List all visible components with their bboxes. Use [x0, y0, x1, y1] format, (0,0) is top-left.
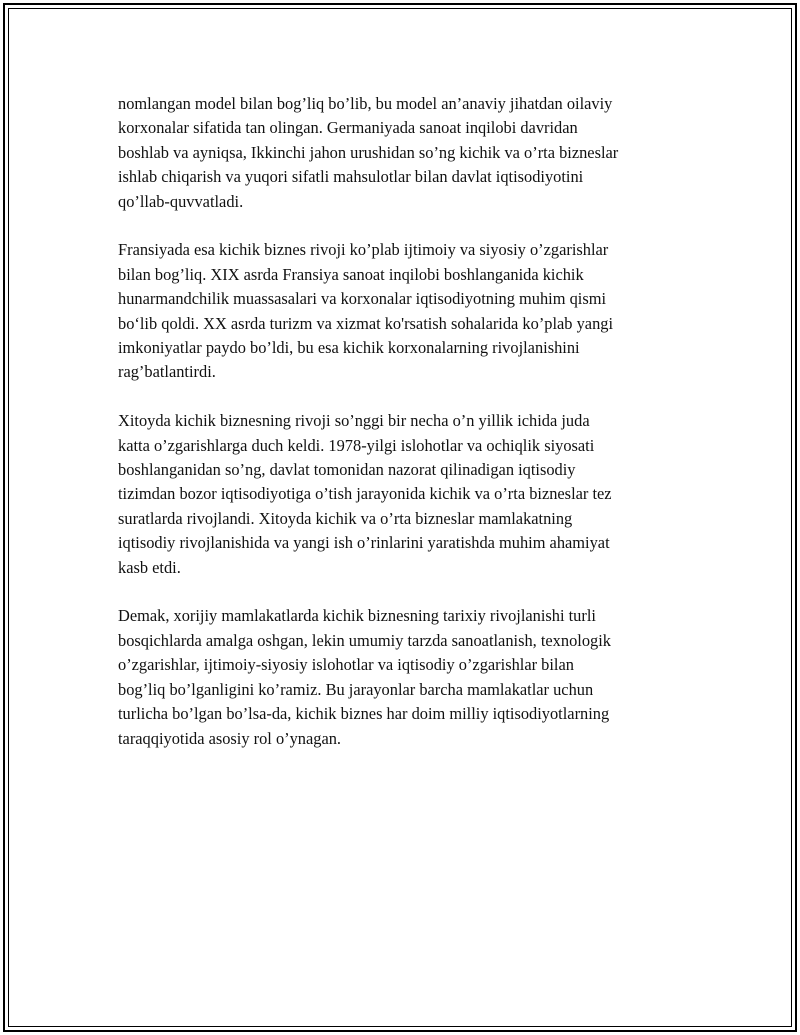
- text-line: ishlab chiqarish va yuqori sifatli mahsulotlar bilan davlat iqtisodiyotini: [118, 167, 584, 187]
- paragraph-germany: [118, 92, 688, 214]
- text-line: o’zgarishlar, ijtimoiy-siyosiy islohotlar va iqtisodiy o’zgarishlar bilan: [118, 655, 574, 675]
- text-line: iqtisodiy rivojlanishida va yangi ish o’rinlarini yaratishda muhim ahamiyat: [118, 533, 610, 553]
- paragraph-france: [118, 238, 688, 384]
- text-line: kasb etdi.: [118, 557, 181, 577]
- text-line: bilan bog’liq. XIX asrda Fransiya sanoat inqilobi boshlanganida kichik: [118, 264, 584, 284]
- text-line: qo’llab-quvvatladi.: [118, 191, 244, 211]
- text-line: rag’batlantirdi.: [118, 362, 216, 382]
- text-line: Xitoyda kichik biznesning rivoji so’nggi bir necha o’n yillik ichida juda: [118, 411, 590, 431]
- text-line: boshlanganidan so’ng, davlat tomonidan nazorat qilinadigan iqtisodiy: [118, 460, 576, 480]
- text-line: imkoniyatlar paydo bo’ldi, bu esa kichik korxonalarning rivojlanishini: [118, 338, 580, 358]
- text-line: Fransiyada esa kichik biznes rivoji ko’plab ijtimoiy va siyosiy o’zgarishlar: [118, 240, 609, 260]
- document-body: [118, 92, 688, 775]
- text-line: boshlab va ayniqsa, Ikkinchi jahon urushidan so’ng kichik va o’rta bizneslar: [118, 142, 619, 162]
- text-line: Demak, xorijiy mamlakatlarda kichik biznesning tarixiy rivojlanishi turli: [118, 606, 596, 626]
- text-line: suratlarda rivojlandi. Xitoyda kichik va o’rta bizneslar mamlakatning: [118, 508, 573, 528]
- text-line: tizimdan bozor iqtisodiyotiga o’tish jarayonida kichik va o’rta bizneslar tez: [118, 484, 612, 504]
- text-line: katta o’zgarishlarga duch keldi. 1978-yilgi islohotlar va ochiqlik siyosati: [118, 435, 595, 455]
- text-line: nomlangan model bilan bog’liq bo’lib, bu model an’anaviy jihatdan oilaviy: [118, 94, 613, 113]
- text-line: bo‘lib qoldi. XX asrda turizm va xizmat ko'rsatish sohalarida ko’plab yangi: [118, 313, 614, 333]
- paragraph-conclusion: [118, 604, 688, 750]
- text-line: taraqqiyotida asosiy rol o’ynagan.: [118, 728, 342, 748]
- text-line: bog’liq bo’lganligini ko’ramiz. Bu jarayonlar barcha mamlakatlar uchun: [118, 679, 594, 699]
- text-line: korxonalar sifatida tan olingan. Germaniyada sanoat inqilobi davridan: [118, 118, 578, 138]
- text-line: turlicha bo’lgan bo’lsa-da, kichik biznes har doim milliy iqtisodiyotlarning: [118, 704, 610, 724]
- paragraph-china: [118, 409, 688, 580]
- text-line: hunarmandchilik muassasalari va korxonalar iqtisodiyotning muhim qismi: [118, 289, 606, 309]
- text-line: bosqichlarda amalga oshgan, lekin umumiy tarzda sanoatlanish, texnologik: [118, 630, 611, 650]
